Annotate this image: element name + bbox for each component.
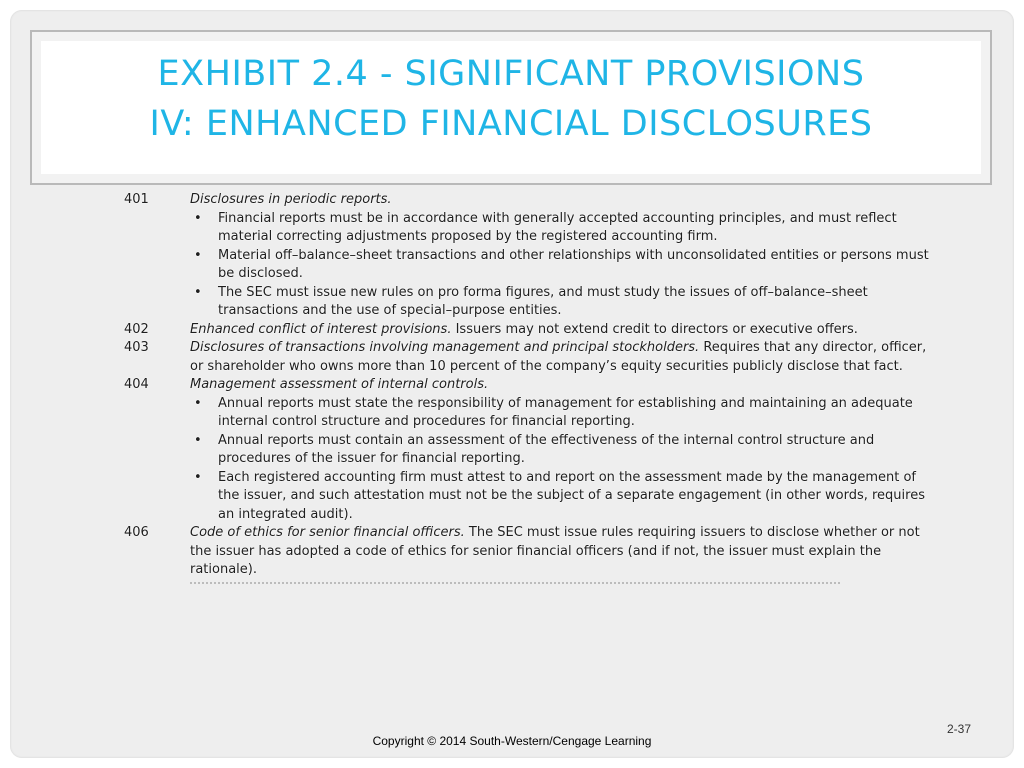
section-heading: Management assessment of internal controls. — [190, 377, 489, 392]
section-401 — [114, 191, 934, 321]
section-body — [190, 191, 934, 321]
section-heading: Disclosures of transactions involving management and principal stockholders. — [190, 340, 700, 355]
section-402 — [114, 321, 934, 340]
section-heading: Disclosures in periodic reports. — [190, 192, 392, 207]
slide-title-line-2: IV: ENHANCED FINANCIAL DISCLOSURES — [149, 104, 873, 144]
section-text: Issuers may not extend credit to directors or executive offers. — [451, 321, 858, 337]
bullet-item — [190, 469, 934, 525]
bullet-text: Financial reports must be in accordance with generally accepted accounting principles, and must reflect material correcting adjustments proposed by the registered accounting firm. — [218, 210, 897, 244]
title-frame — [30, 30, 992, 185]
section-text: Requires that any director, officer, or shareholder who owns more than 10 percent of the company’s equity securities publicly disclose that fact. — [190, 340, 927, 374]
section-number: 406 — [124, 525, 149, 540]
bullet-icon: • — [194, 395, 202, 411]
section-text: The SEC must issue rules requiring issuers to disclose whether or not the issuer has adopted a code of ethics for senior financial officers (and if not, the issuer must explain the rationale). — [190, 525, 920, 577]
bullet-icon: • — [194, 284, 202, 300]
bullet-item — [190, 432, 934, 469]
bullet-text: Material off–balance–sheet transactions and other relationships with unconsolidated entities or persons must be disclosed. — [218, 247, 929, 281]
section-body — [190, 524, 934, 580]
bullet-text: The SEC must issue new rules on pro forma figures, and must study the issues of off–balance–sheet transactions and the use of special–purpose entities. — [218, 284, 868, 318]
slide-number: 2-37 — [946, 722, 971, 736]
bullet-icon: • — [194, 247, 202, 263]
exhibit-content — [114, 191, 934, 598]
slide — [10, 10, 1014, 758]
copyright-notice: Copyright © 2014 South-Western/Cengage Learning — [372, 734, 652, 748]
bullet-icon: • — [194, 469, 202, 485]
bullet-text: Annual reports must state the responsibility of management for establishing and maintaining an adequate internal control structure and procedures for financial reporting. — [218, 395, 913, 429]
bullet-icon: • — [194, 432, 202, 448]
bullet-item — [190, 395, 934, 432]
title-box — [41, 41, 981, 174]
section-heading: Code of ethics for senior financial officers. — [190, 525, 465, 540]
bullet-item — [190, 247, 934, 284]
bullet-item — [190, 284, 934, 321]
slide-title-line-1: EXHIBIT 2.4 - SIGNIFICANT PROVISIONS — [157, 54, 865, 94]
bullet-text: Each registered accounting firm must attest to and report on the assessment made by the management of the issuer, and such attestation must not be the subject of a separate engagement (in other words, requires an integrated audit). — [218, 469, 925, 522]
bullet-icon: • — [194, 210, 202, 226]
section-403 — [114, 339, 934, 376]
section-body — [190, 376, 934, 524]
bullet-text: Annual reports must contain an assessment of the effectiveness of the internal control structure and procedures of the issuer for financial reporting. — [218, 432, 875, 466]
section-number: 403 — [124, 340, 149, 355]
section-number: 402 — [124, 321, 149, 337]
section-406 — [114, 524, 934, 580]
section-number: 401 — [124, 192, 149, 207]
section-number: 404 — [124, 377, 149, 392]
section-heading: Enhanced conflict of interest provisions. — [190, 321, 452, 337]
cropped-text-edge — [190, 582, 840, 598]
section-body — [190, 321, 934, 340]
section-body — [190, 339, 934, 376]
bullet-item — [190, 210, 934, 247]
section-404 — [114, 376, 934, 524]
